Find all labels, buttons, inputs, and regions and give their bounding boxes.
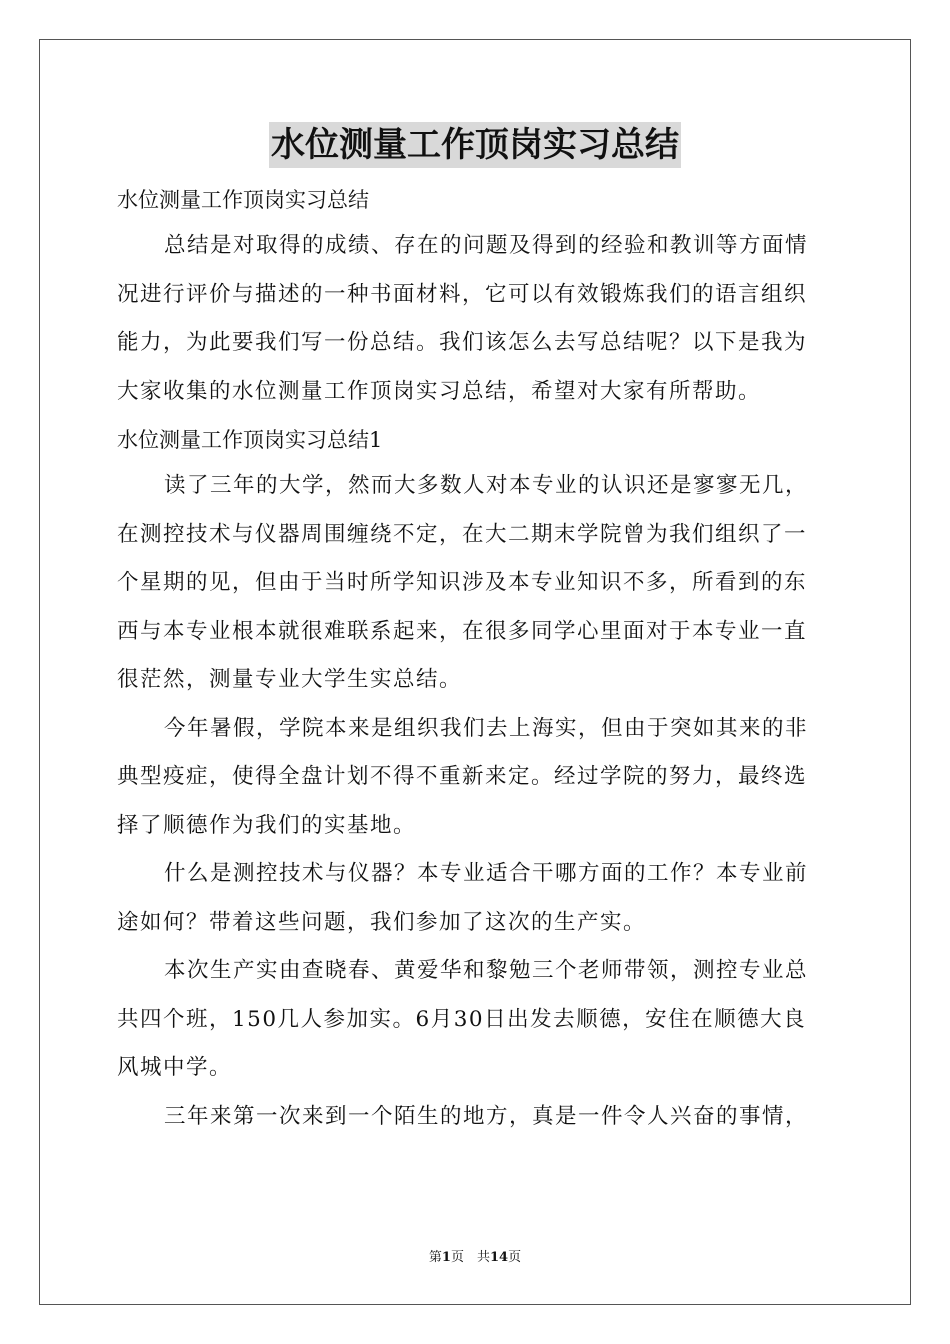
footer-page-total: 14 [489,1250,509,1265]
text-line: 况进行评价与描述的一种书面材料，它可以有效锻炼我们的语言组织 [117,281,808,307]
text-line: 大家收集的水位测量工作顶岗实习总结，希望对大家有所帮助。 [117,378,762,404]
document-body [117,178,835,1141]
text-line: 总结是对取得的成绩、存在的问题及得到的经验和教训等方面情 [164,233,809,258]
text-line: 什么是测控技术与仪器？本专业适合干哪方面的工作？本专业前 [164,861,809,886]
text-line: 途如何？带着这些问题，我们参加了这次的生产实。 [117,909,647,935]
body-paragraph-4 [117,947,835,1093]
text-line: 本次生产实由查晓春、黄爱华和黎勉三个老师带领，测控专业总 [164,958,809,983]
document-title: 水位测量工作顶岗实习总结 [269,122,681,168]
text-line: 共四个班，150几人参加实。6月30日出发去顺德，安住在顺德大良 [117,1006,807,1032]
body-paragraph-2 [117,705,835,851]
text-line: 择了顺德作为我们的实基地。 [117,812,417,838]
page-footer [0,1249,950,1267]
text-line: 今年暑假，学院本来是组织我们去上海实，但由于突如其来的非 [164,715,809,741]
intro-paragraph [117,222,835,416]
text-line: 在测控技术与仪器周围缠绕不定，在大二期末学院曾为我们组织了一 [117,521,808,547]
section-heading: 水位测量工作顶岗实习总结1 [117,428,383,452]
footer-suffix: 页 [508,1250,522,1265]
text-line: 读了三年的大学，然而大多数人对本专业的认识还是寥寥无几， [164,473,809,498]
text-line: 个星期的见，但由于当时所学知识涉及本专业知识不多，所看到的东 [117,570,808,595]
body-paragraph-3 [117,850,835,947]
text-line: 很茫然，测量专业大学生实总结。 [117,667,463,692]
text-line: 西与本专业根本就很难联系起来，在很多同学心里面对于本专业一直 [117,618,808,644]
footer-page-current: 1 [441,1250,451,1265]
text-line: 三年来第一次来到一个陌生的地方，真是一件令人兴奋的事情， [164,1103,809,1129]
body-paragraph-1 [117,462,835,705]
body-paragraph-5 [117,1093,835,1142]
footer-prefix: 第 [428,1250,442,1265]
document-subtitle: 水位测量工作顶岗实习总结 [117,188,369,212]
text-line: 典型疫症，使得全盘计划不得不重新来定。经过学院的努力，最终选 [117,764,808,789]
title-wrap [0,122,950,168]
footer-mid: 页 共 [450,1250,490,1265]
text-line: 风城中学。 [117,1055,233,1080]
text-line: 能力，为此要我们写一份总结。我们该怎么去写总结呢？以下是我为 [117,330,808,355]
